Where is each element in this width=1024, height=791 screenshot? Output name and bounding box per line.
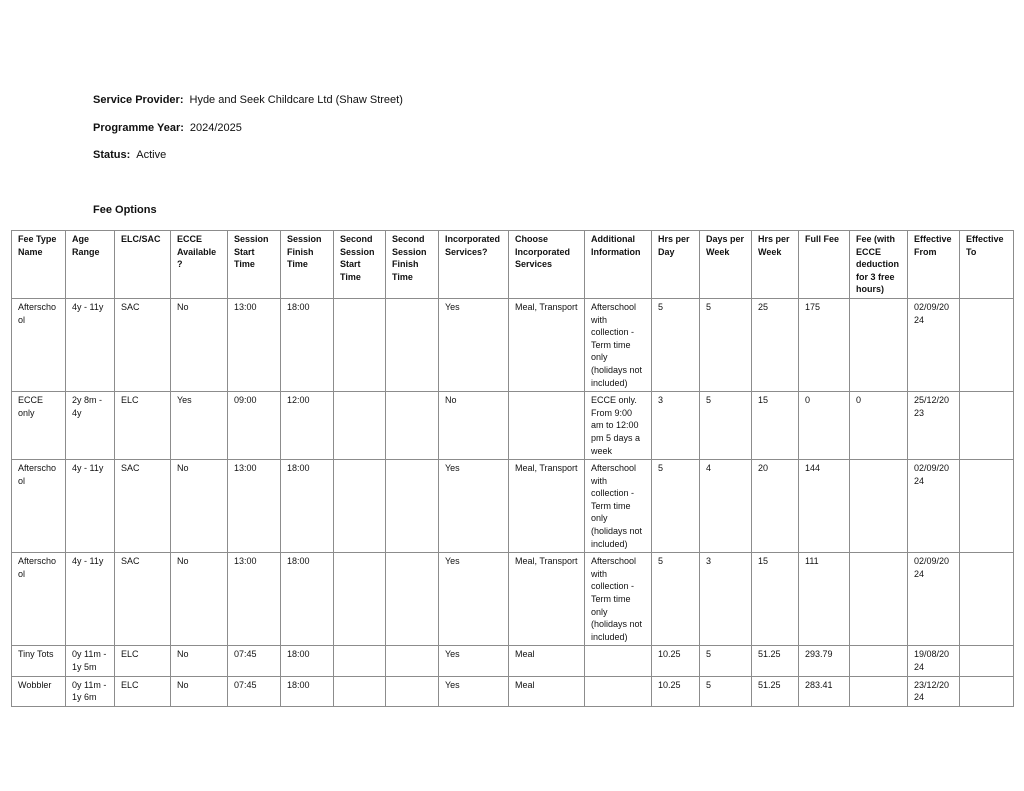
table-cell: 13:00 — [228, 460, 281, 553]
table-row — [12, 646, 1014, 676]
table-cell: 20 — [752, 460, 799, 553]
table-cell: 283.41 — [799, 676, 850, 706]
table-cell: ECCE only. From 9:00 am to 12:00 pm 5 days a week — [585, 392, 652, 460]
table-cell: 4y - 11y — [66, 460, 115, 553]
column-header: Full Fee — [799, 231, 850, 299]
table-row — [12, 298, 1014, 391]
table-cell: ELC — [115, 392, 171, 460]
table-row — [12, 676, 1014, 706]
table-cell — [850, 646, 908, 676]
table-cell — [386, 460, 439, 553]
fee-options-table — [11, 230, 1014, 707]
table-cell: ELC — [115, 676, 171, 706]
table-row — [12, 460, 1014, 553]
programme-year-value: 2024/2025 — [189, 122, 242, 134]
table-cell: Wobbler — [12, 676, 66, 706]
table-body — [12, 298, 1014, 706]
table-cell: 10.25 — [652, 676, 700, 706]
table-cell — [585, 646, 652, 676]
table-row — [12, 392, 1014, 460]
table-cell — [386, 646, 439, 676]
column-header: Hrs per Day — [652, 231, 700, 299]
table-cell: 23/12/2024 — [908, 676, 960, 706]
column-header: ECCE Available ? — [171, 231, 228, 299]
table-cell: 18:00 — [281, 460, 334, 553]
table-cell: 07:45 — [228, 646, 281, 676]
table-cell: 293.79 — [799, 646, 850, 676]
column-header: Additional Information — [585, 231, 652, 299]
table-cell: 0y 11m - 1y 6m — [66, 676, 115, 706]
table-cell: 18:00 — [281, 676, 334, 706]
table-cell: 15 — [752, 553, 799, 646]
table-cell — [960, 553, 1014, 646]
table-cell — [334, 553, 386, 646]
status-row — [93, 149, 166, 161]
table-cell: 51.25 — [752, 646, 799, 676]
table-cell — [334, 392, 386, 460]
column-header: Hrs per Week — [752, 231, 799, 299]
table-cell: Tiny Tots — [12, 646, 66, 676]
table-cell — [334, 460, 386, 553]
table-cell: 0y 11m - 1y 5m — [66, 646, 115, 676]
column-header: Effective From — [908, 231, 960, 299]
table-cell — [386, 392, 439, 460]
table-cell: 10.25 — [652, 646, 700, 676]
table-cell: 5 — [652, 553, 700, 646]
table-cell: 13:00 — [228, 553, 281, 646]
table-cell — [585, 676, 652, 706]
table-row — [12, 553, 1014, 646]
table-cell: 18:00 — [281, 298, 334, 391]
table-cell: 175 — [799, 298, 850, 391]
table-cell: Yes — [439, 298, 509, 391]
table-cell: SAC — [115, 460, 171, 553]
table-cell: Yes — [439, 676, 509, 706]
table-cell: Meal, Transport — [509, 298, 585, 391]
table-cell: 5 — [700, 298, 752, 391]
table-cell: Yes — [439, 460, 509, 553]
table-cell: 12:00 — [281, 392, 334, 460]
table-cell: 4y - 11y — [66, 553, 115, 646]
table-cell — [960, 676, 1014, 706]
table-cell: 144 — [799, 460, 850, 553]
column-header: Session Start Time — [228, 231, 281, 299]
table-cell — [386, 553, 439, 646]
table-cell — [850, 298, 908, 391]
table-cell — [334, 298, 386, 391]
table-cell: Afterschool with collection - Term time only (holidays not included) — [585, 553, 652, 646]
table-cell: 18:00 — [281, 553, 334, 646]
table-cell: 5 — [652, 298, 700, 391]
column-header: Choose Incorporated Services — [509, 231, 585, 299]
table-cell — [334, 676, 386, 706]
table-cell: 0 — [799, 392, 850, 460]
column-header: Second Session Start Time — [334, 231, 386, 299]
table-cell: SAC — [115, 553, 171, 646]
table-cell — [850, 553, 908, 646]
table-cell — [334, 646, 386, 676]
column-header: Fee Type Name — [12, 231, 66, 299]
table-cell: Yes — [171, 392, 228, 460]
service-provider-value: Hyde and Seek Childcare Ltd (Shaw Street) — [189, 94, 403, 106]
table-cell: Afterschool — [12, 460, 66, 553]
table-cell: 3 — [700, 553, 752, 646]
column-header: Second Session Finish Time — [386, 231, 439, 299]
table-cell: 25 — [752, 298, 799, 391]
table-cell: Afterschool — [12, 553, 66, 646]
table-header-row — [12, 231, 1014, 299]
table-cell: 18:00 — [281, 646, 334, 676]
table-cell: 5 — [652, 460, 700, 553]
table-cell: No — [439, 392, 509, 460]
column-header: Effective To — [960, 231, 1014, 299]
table-cell: SAC — [115, 298, 171, 391]
table-cell — [960, 298, 1014, 391]
table-cell: 111 — [799, 553, 850, 646]
programme-year-label: Programme Year: — [93, 122, 184, 134]
table-cell: 4y - 11y — [66, 298, 115, 391]
table-cell: 51.25 — [752, 676, 799, 706]
table-cell: 02/09/2024 — [908, 460, 960, 553]
table-cell: 13:00 — [228, 298, 281, 391]
service-provider-label: Service Provider: — [93, 94, 184, 106]
table-cell: 07:45 — [228, 676, 281, 706]
table-cell — [509, 392, 585, 460]
column-header: ELC/SAC — [115, 231, 171, 299]
table-cell — [960, 392, 1014, 460]
status-value: Active — [136, 149, 167, 161]
table-cell — [850, 676, 908, 706]
status-label: Status: — [93, 149, 131, 161]
table-cell: 25/12/2023 — [908, 392, 960, 460]
fee-options-title: Fee Options — [93, 204, 157, 216]
table-cell: 02/09/2024 — [908, 298, 960, 391]
column-header: Days per Week — [700, 231, 752, 299]
table-cell: No — [171, 298, 228, 391]
programme-year-row — [93, 122, 242, 134]
table-cell — [386, 298, 439, 391]
table-cell: Meal, Transport — [509, 553, 585, 646]
table-cell: 4 — [700, 460, 752, 553]
table-cell: ELC — [115, 646, 171, 676]
table-cell: Afterschool with collection - Term time only (holidays not included) — [585, 298, 652, 391]
table-cell: No — [171, 553, 228, 646]
table-cell: Afterschool with collection - Term time only (holidays not included) — [585, 460, 652, 553]
column-header: Age Range — [66, 231, 115, 299]
table-cell: Meal, Transport — [509, 460, 585, 553]
table-cell — [960, 646, 1014, 676]
table-cell — [960, 460, 1014, 553]
table-cell: Yes — [439, 646, 509, 676]
table-cell: Meal — [509, 676, 585, 706]
table-cell: 2y 8m - 4y — [66, 392, 115, 460]
table-cell: Afterschool — [12, 298, 66, 391]
table-cell: 5 — [700, 676, 752, 706]
table-cell: Yes — [439, 553, 509, 646]
table-cell: No — [171, 676, 228, 706]
table-cell: 0 — [850, 392, 908, 460]
table-cell: Meal — [509, 646, 585, 676]
table-cell — [386, 676, 439, 706]
column-header: Incorporated Services? — [439, 231, 509, 299]
table-cell — [850, 460, 908, 553]
column-header: Session Finish Time — [281, 231, 334, 299]
table-cell: No — [171, 646, 228, 676]
table-cell: 5 — [700, 392, 752, 460]
table-cell: No — [171, 460, 228, 553]
table-cell: ECCE only — [12, 392, 66, 460]
table-cell: 19/08/2024 — [908, 646, 960, 676]
table-cell: 15 — [752, 392, 799, 460]
table-cell: 5 — [700, 646, 752, 676]
table-cell: 09:00 — [228, 392, 281, 460]
table-cell: 02/09/2024 — [908, 553, 960, 646]
service-provider-row — [93, 94, 403, 106]
column-header: Fee (with ECCE deduction for 3 free hours) — [850, 231, 908, 299]
table-cell: 3 — [652, 392, 700, 460]
